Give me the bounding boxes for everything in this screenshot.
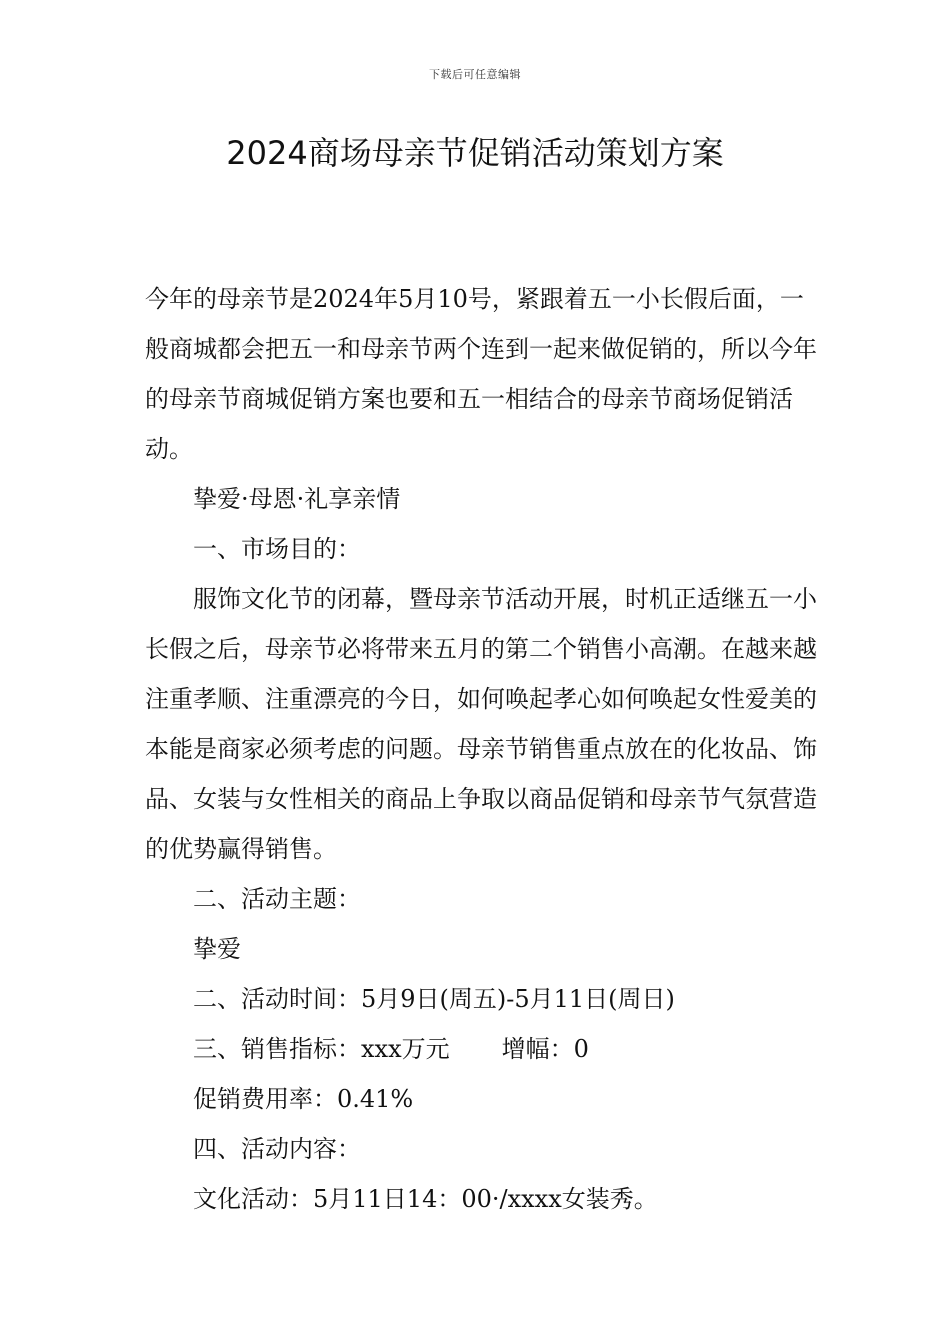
document-body [145,274,825,1224]
document-title: 2024商场母亲节促销活动策划方案 [226,134,724,172]
promotion-cost-rate: 促销费用率：0.41% [193,1085,414,1113]
sales-target-line [145,1024,825,1074]
section-heading-market-goal: 一、市场目的： [193,535,361,563]
intro-paragraph: 今年的母亲节是2024年5月10号，紧跟着五一小长假后面，一般商城都会把五一和母亲节两个连到一起来做促销的，所以今年的母亲节商城促销方案也要和五一相结合的母亲节商场促销活动。 [145,285,817,463]
header-note: 下载后可任意编辑 [429,68,521,81]
section-heading-theme: 二、活动主题： [193,885,361,913]
sales-target-label: 三、销售指标：xxx万元 [193,1035,450,1063]
section-heading-activity-content: 四、活动内容： [193,1135,361,1163]
cultural-activity: 文化活动：5月11日14：00·/xxxx女装秀。 [193,1185,658,1213]
slogan: 挚爱·母恩·礼享亲情 [193,485,401,513]
activity-time: 二、活动时间：5月9日(周五)-5月11日(周日) [193,985,675,1013]
market-goal-paragraph: 服饰文化节的闭幕，暨母亲节活动开展，时机正适继五一小长假之后，母亲节必将带来五月的第二个销售小高潮。在越来越注重孝顺、注重漂亮的今日，如何唤起孝心如何唤起女性爱美的本能是商家必须考虑的问题。母亲节销售重点放在的化妆品、饰品、女装与女性相关的商品上争取以商品促销和母亲节气氛营造的优势赢得销售。 [145,585,817,863]
sales-growth: 增幅：0 [501,1035,589,1063]
theme-value: 挚爱 [193,935,241,963]
